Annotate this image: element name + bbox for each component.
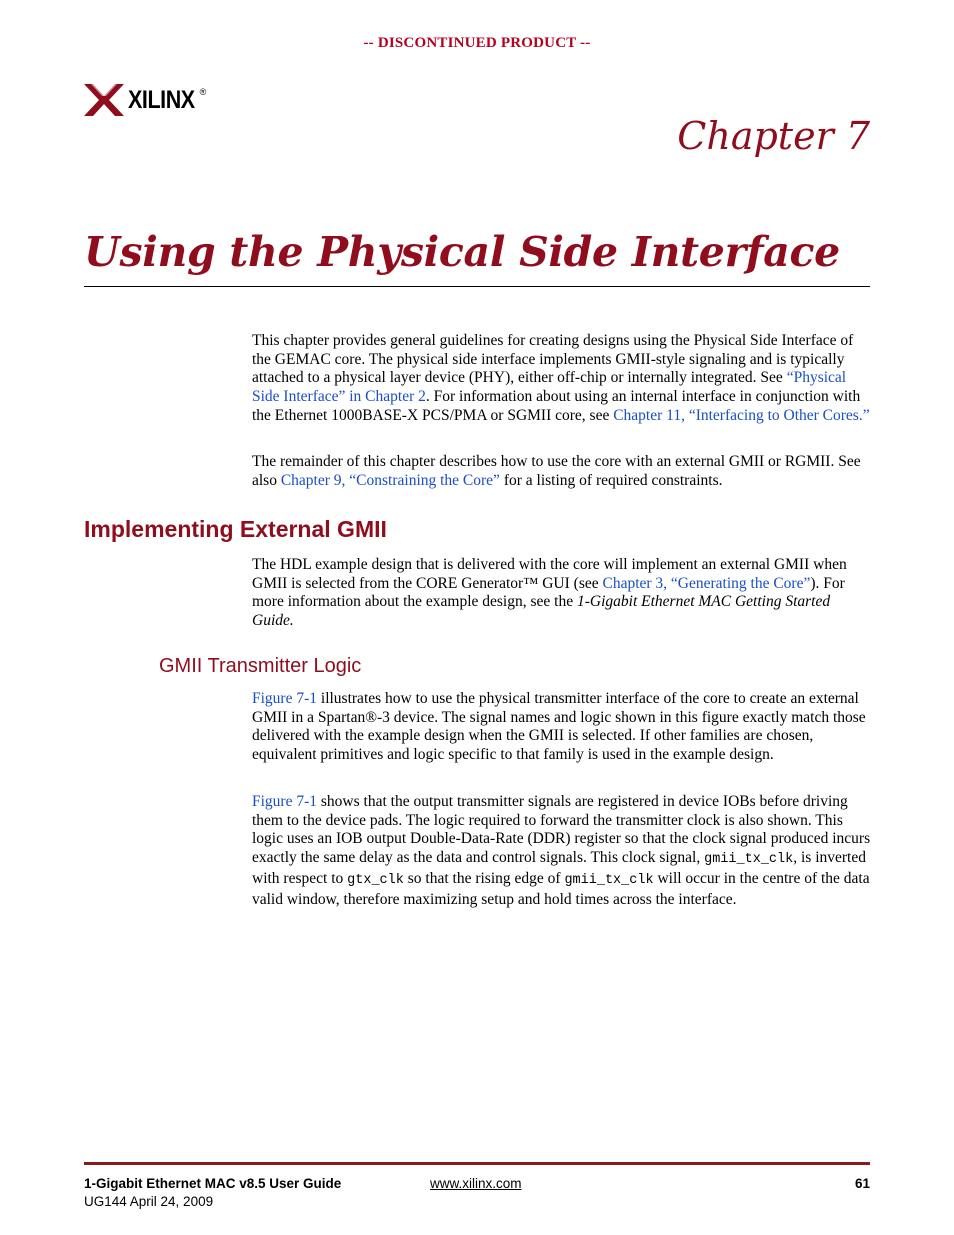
intro-text: for a listing of required constraints. <box>499 471 723 489</box>
xilinx-mark-icon <box>84 82 124 118</box>
signal-gmii-tx-clk: gmii_tx_clk <box>564 872 654 888</box>
link-physical-side-interface[interactable]: “Physical Side Interface” in Chapter 2 <box>252 369 847 406</box>
signal-gtx-clk: gtx_clk <box>347 872 404 888</box>
link-figure-7-1[interactable]: Figure 7-1 <box>252 690 318 707</box>
footer-website-link[interactable]: www.xilinx.com <box>430 1176 522 1191</box>
footer-doc-id-date: UG144 April 24, 2009 <box>84 1194 214 1209</box>
chapter-label: Chapter 7 <box>677 114 870 158</box>
signal-gmii-tx-clk: gmii_tx_clk <box>704 852 794 868</box>
section2-paragraph-2 <box>252 793 874 909</box>
logo-wordmark: XILINX <box>128 85 195 114</box>
link-chapter-11[interactable]: Chapter 11, “Interfacing to Other Cores.” <box>613 406 870 424</box>
intro-paragraph-1 <box>252 332 874 426</box>
section2-paragraph-1 <box>252 690 874 765</box>
footer-divider <box>84 1162 870 1165</box>
body-text: ). For more information about the example design, see the <box>252 574 845 611</box>
section1-paragraph <box>252 556 874 631</box>
link-figure-7-1[interactable]: Figure 7-1 <box>252 793 318 810</box>
page-title: Using the Physical Side Interface <box>84 228 840 276</box>
body-text: shows that the output transmitter signals are registered in device IOBs before driving them to the device pads. The logic required to forward the transmitter clock is also shown. This logic uses an IOB output Double-Data-Rate (DDR) register so that the clock signal produced incurs exactly the same delay as the data and control signals. This clock signal, <box>252 793 871 867</box>
body-text: so that the rising edge of <box>403 869 565 887</box>
body-text: will occur in the centre of the data valid window, therefore maximizing setup and hold times across the interface. <box>252 869 870 908</box>
subsection-heading-gmii-transmitter-logic: GMII Transmitter Logic <box>159 655 362 677</box>
intro-text: The remainder of this chapter describes how to use the core with an external GMII or RGMII. See also <box>252 453 861 489</box>
body-text: , is inverted with respect to <box>252 849 866 887</box>
title-divider <box>84 286 870 287</box>
intro-paragraph-2 <box>252 453 874 490</box>
intro-text: This chapter provides general guidelines for creating designs using the Physical Side Interface of the GEMAC core. The physical side interface implements GMII-style signaling and is typically attached to a physical layer device (PHY), either off-chip or internally integrated. See <box>252 332 854 387</box>
registered-mark: ® <box>199 87 207 97</box>
getting-started-guide-title: 1-Gigabit Ethernet MAC Getting Started Guide. <box>252 593 831 630</box>
discontinued-banner: -- DISCONTINUED PRODUCT -- <box>363 35 591 51</box>
body-text: illustrates how to use the physical transmitter interface of the core to create an external GMII in a Spartan®-3 device. The signal names and logic shown in this figure exactly match those delivered with the example design when the GMII is selected. If other families are chosen, equivalent primitives and logic specific to that family is used in the example design. <box>252 690 866 764</box>
link-chapter-9[interactable]: Chapter 9, “Constraining the Core” <box>280 471 500 489</box>
body-text: The HDL example design that is delivered with the core will implement an external GMII when GMII is selected from the CORE Generator™ GUI (see <box>252 556 847 592</box>
xilinx-logo <box>84 80 206 120</box>
footer-page-number: 61 <box>854 1176 870 1191</box>
section-heading-implementing-external-gmii: Implementing External GMII <box>84 516 387 542</box>
footer-guide-title: 1-Gigabit Ethernet MAC v8.5 User Guide <box>84 1176 342 1191</box>
link-chapter-3[interactable]: Chapter 3, “Generating the Core” <box>602 574 811 592</box>
intro-text: . For information about using an internal interface in conjunction with the Ethernet 1000BASE-X PCS/PMA or SGMII core, see <box>252 388 861 424</box>
